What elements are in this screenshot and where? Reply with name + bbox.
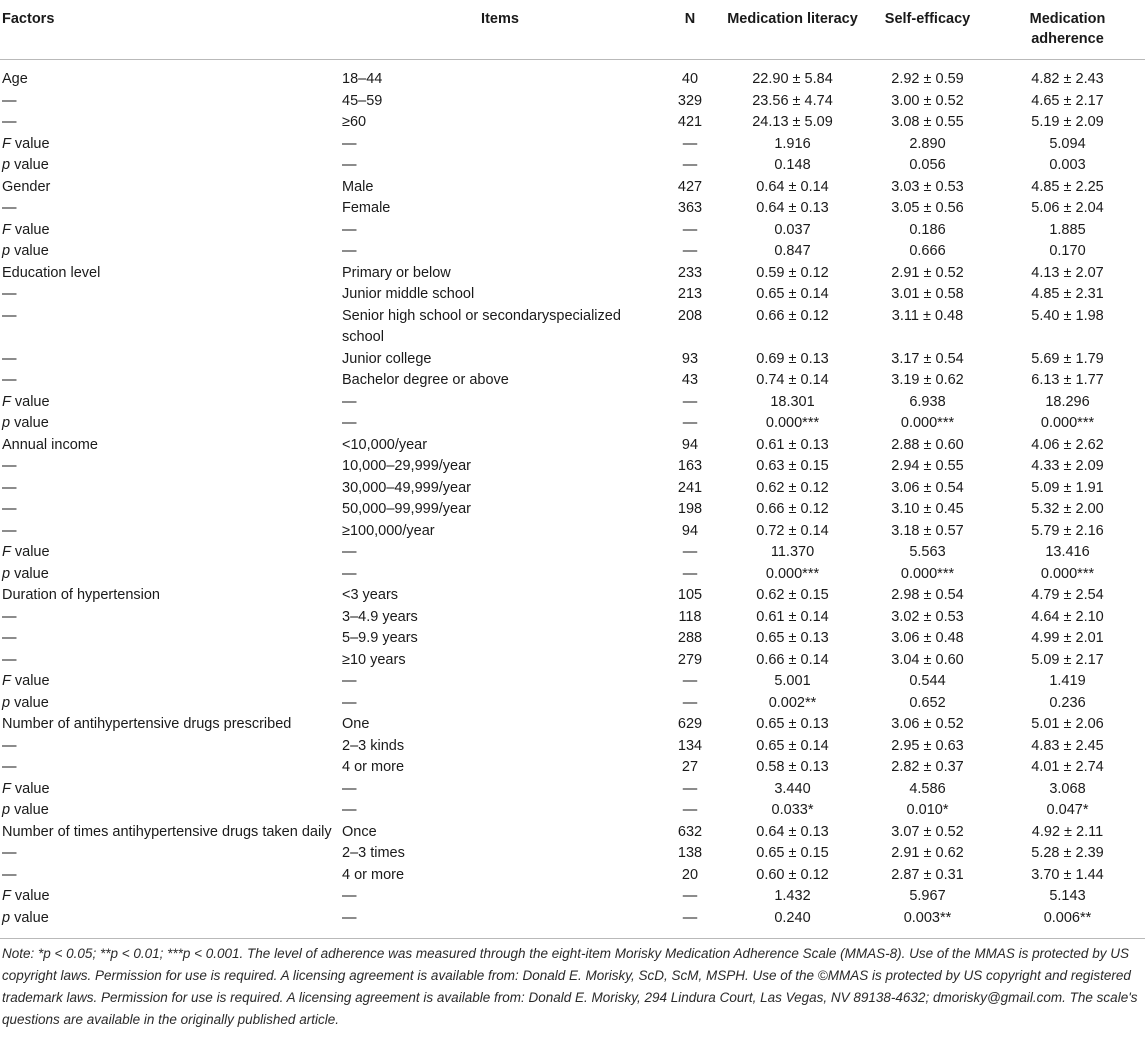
cell-medication-adherence: 4.01 ± 2.74 — [1031, 759, 1104, 775]
cell-medication-adherence: 0.006** — [1043, 909, 1092, 926]
cell-medication-literacy: 0.66 ± 0.12 — [756, 307, 829, 324]
table-row — [0, 757, 1145, 779]
table-row — [0, 865, 1145, 887]
cell-n: 208 — [677, 307, 703, 324]
cell-item: 2–3 times — [342, 845, 405, 861]
cell-item: 50,000–99,999/year — [342, 501, 471, 517]
cell-n: 93 — [681, 350, 699, 367]
cell-medication-adherence: 0.000*** — [1040, 565, 1095, 582]
cell-item: ≥60 — [342, 114, 367, 130]
cell-self-efficacy: 2.88 ± 0.60 — [891, 436, 964, 453]
cell-medication-literacy: 0.000*** — [765, 565, 820, 582]
cell-medication-adherence: 4.64 ± 2.10 — [1031, 608, 1104, 625]
table-row — [0, 91, 1145, 113]
cell-medication-literacy: 0.60 ± 0.12 — [756, 866, 829, 883]
cell-factor: — — [2, 522, 17, 539]
cell-item: 45–59 — [342, 92, 383, 109]
header-n: N — [660, 0, 720, 60]
cell-self-efficacy: 2.91 ± 0.52 — [891, 264, 964, 281]
cell-medication-adherence: 0.003 — [1049, 157, 1086, 173]
cell-medication-literacy: 0.59 ± 0.12 — [756, 264, 829, 281]
cell-medication-literacy: 0.148 — [774, 157, 811, 173]
table-row — [0, 112, 1145, 134]
cell-medication-literacy: 1.916 — [774, 135, 811, 152]
cell-n: — — [682, 888, 698, 904]
cell-medication-literacy: 0.62 ± 0.12 — [756, 479, 829, 496]
cell-self-efficacy: 2.91 ± 0.62 — [891, 845, 964, 861]
cell-medication-literacy: 0.58 ± 0.13 — [756, 759, 829, 775]
cell-self-efficacy: 0.544 — [909, 673, 946, 689]
cell-self-efficacy: 0.056 — [909, 157, 946, 173]
cell-factor: Duration of hypertension — [2, 587, 160, 603]
cell-factor: — — [2, 630, 17, 646]
cell-medication-literacy: 0.74 ± 0.14 — [756, 372, 829, 388]
table-row — [0, 886, 1145, 908]
table-row — [0, 628, 1145, 650]
cell-medication-adherence: 5.09 ± 1.91 — [1031, 479, 1104, 496]
cell-medication-adherence: 5.143 — [1049, 888, 1086, 904]
cell-n: 233 — [677, 264, 703, 281]
cell-medication-literacy: 0.240 — [774, 909, 811, 926]
cell-medication-literacy: 0.61 ± 0.13 — [756, 436, 829, 453]
table-row — [0, 650, 1145, 672]
table-row — [0, 370, 1145, 392]
cell-factor: p value — [2, 243, 49, 259]
cell-n: — — [682, 780, 698, 797]
cell-self-efficacy: 2.94 ± 0.55 — [891, 458, 964, 474]
cell-factor: F value — [2, 544, 50, 560]
table-row — [0, 908, 1145, 939]
cell-n: 329 — [677, 92, 703, 109]
table-row — [0, 456, 1145, 478]
cell-n: 105 — [677, 587, 703, 603]
table-row — [0, 607, 1145, 629]
table-body — [0, 60, 1145, 939]
cell-n: — — [682, 393, 698, 410]
table-row — [0, 349, 1145, 371]
header-items: Items — [340, 0, 660, 60]
cell-medication-adherence: 4.06 ± 2.62 — [1031, 436, 1104, 453]
cell-medication-adherence: 0.000*** — [1040, 415, 1095, 431]
cell-self-efficacy: 2.82 ± 0.37 — [891, 759, 964, 775]
cell-n: — — [682, 243, 698, 259]
cell-item: — — [342, 221, 357, 238]
cell-medication-adherence: 4.33 ± 2.09 — [1031, 458, 1104, 474]
cell-item: Female — [342, 200, 391, 216]
cell-self-efficacy: 3.02 ± 0.53 — [891, 608, 964, 625]
cell-n: 427 — [677, 178, 703, 195]
cell-medication-literacy: 24.13 ± 5.09 — [752, 114, 833, 130]
cell-item: — — [342, 888, 357, 904]
cell-item: ≥10 years — [342, 651, 406, 668]
cell-n: 363 — [677, 200, 703, 216]
cell-medication-adherence: 4.13 ± 2.07 — [1031, 264, 1104, 281]
cell-medication-adherence: 4.85 ± 2.31 — [1031, 286, 1104, 302]
table-note: Note: *p < 0.05; **p < 0.01; ***p < 0.001. The level of adherence was measured through the eight-item Morisky Medication Adherence Scale (MMAS-8). Use of the MMAS is protected by US copyright laws. Permission for use is required. A licensing agreement is available from: Donald E. Morisky, ScD, ScM, MSPH. Use of the ©MMAS is protected by US copyright and registered trademark laws. Permission for use is required. A licensing agreement is available from: Donald E. Morisky, 294 Lindura Court, Las Vegas, NV 89138-4632; dmorisky@gmail.com. The scale's questions are available in the originally published article. — [2, 946, 1138, 1027]
table-row — [0, 263, 1145, 285]
table-row — [0, 306, 1145, 349]
cell-medication-literacy: 0.033* — [771, 802, 814, 818]
table-row — [0, 284, 1145, 306]
cell-item: 2–3 kinds — [342, 737, 405, 754]
cell-item: Bachelor degree or above — [342, 372, 509, 388]
table-row — [0, 693, 1145, 715]
cell-item: ≥100,000/year — [342, 522, 435, 539]
cell-factor: — — [2, 608, 17, 625]
cell-item: — — [342, 565, 357, 582]
cell-medication-adherence: 0.236 — [1049, 694, 1086, 711]
cell-self-efficacy: 2.87 ± 0.31 — [891, 866, 964, 883]
cell-self-efficacy: 4.586 — [909, 780, 946, 797]
cell-n: 94 — [681, 436, 699, 453]
cell-item: 4 or more — [342, 866, 405, 883]
cell-factor: — — [2, 92, 17, 109]
cell-medication-literacy: 0.002** — [768, 694, 817, 711]
table-row — [0, 177, 1145, 199]
cell-medication-adherence: 5.01 ± 2.06 — [1031, 716, 1104, 732]
cell-medication-adherence: 5.79 ± 2.16 — [1031, 522, 1104, 539]
cell-factor: Annual income — [2, 436, 98, 453]
cell-self-efficacy: 3.00 ± 0.52 — [891, 92, 964, 109]
cell-self-efficacy: 0.666 — [909, 243, 946, 259]
cell-self-efficacy: 0.186 — [909, 221, 946, 238]
cell-n: 421 — [677, 114, 703, 130]
cell-factor: F value — [2, 673, 50, 689]
cell-medication-adherence: 4.83 ± 2.45 — [1031, 737, 1104, 754]
cell-self-efficacy: 3.19 ± 0.62 — [891, 372, 964, 388]
cell-factor: — — [2, 114, 17, 130]
cell-item: — — [342, 544, 357, 560]
cell-medication-literacy: 0.64 ± 0.13 — [756, 823, 829, 840]
cell-factor: Number of times antihypertensive drugs taken daily — [2, 823, 332, 840]
cell-medication-adherence: 18.296 — [1045, 393, 1090, 410]
cell-item: Primary or below — [342, 264, 451, 281]
cell-medication-literacy: 22.90 ± 5.84 — [752, 71, 833, 87]
cell-self-efficacy: 0.003** — [903, 909, 952, 926]
cell-n: 27 — [681, 759, 699, 775]
cell-n: 20 — [681, 866, 699, 883]
cell-item: — — [342, 673, 357, 689]
cell-item: — — [342, 802, 357, 818]
cell-factor: Gender — [2, 178, 51, 195]
cell-medication-adherence: 0.047* — [1046, 802, 1089, 818]
cell-self-efficacy: 3.06 ± 0.54 — [891, 479, 964, 496]
cell-item: — — [342, 243, 357, 259]
cell-item: — — [342, 393, 357, 410]
table-row — [0, 779, 1145, 801]
cell-factor: — — [2, 845, 17, 861]
cell-n: — — [682, 694, 698, 711]
cell-medication-adherence: 4.65 ± 2.17 — [1031, 92, 1104, 109]
cell-medication-adherence: 4.85 ± 2.25 — [1031, 178, 1104, 195]
cell-medication-adherence: 5.19 ± 2.09 — [1031, 114, 1104, 130]
cell-factor: F value — [2, 221, 50, 238]
table-row — [0, 392, 1145, 414]
cell-medication-literacy: 1.432 — [774, 888, 811, 904]
cell-medication-adherence: 5.28 ± 2.39 — [1031, 845, 1104, 861]
cell-n: 163 — [677, 458, 703, 474]
cell-n: — — [682, 135, 698, 152]
cell-self-efficacy: 3.11 ± 0.48 — [891, 307, 964, 324]
cell-factor: — — [2, 737, 17, 754]
cell-medication-literacy: 18.301 — [770, 393, 815, 410]
cell-item: One — [342, 716, 370, 732]
table-row — [0, 499, 1145, 521]
cell-item: — — [342, 157, 357, 173]
table-row — [0, 564, 1145, 586]
cell-self-efficacy: 3.06 ± 0.48 — [891, 630, 964, 646]
cell-factor: — — [2, 458, 17, 474]
table-row — [0, 671, 1145, 693]
cell-factor: F value — [2, 135, 50, 152]
cell-medication-literacy: 0.66 ± 0.12 — [756, 501, 829, 517]
table-header — [0, 0, 1145, 60]
cell-factor: — — [2, 866, 17, 883]
cell-n: 198 — [677, 501, 703, 517]
cell-medication-adherence: 6.13 ± 1.77 — [1031, 372, 1104, 388]
cell-n: — — [682, 544, 698, 560]
cell-self-efficacy: 3.10 ± 0.45 — [891, 501, 964, 517]
cell-n: — — [682, 565, 698, 582]
cell-item: 5–9.9 years — [342, 630, 418, 646]
cell-n: 241 — [677, 479, 703, 496]
cell-medication-adherence: 4.99 ± 2.01 — [1031, 630, 1104, 646]
cell-medication-literacy: 0.65 ± 0.14 — [756, 737, 829, 754]
cell-factor: F value — [2, 393, 50, 410]
cell-factor: — — [2, 759, 17, 775]
cell-self-efficacy: 3.17 ± 0.54 — [891, 350, 964, 367]
table-row — [0, 714, 1145, 736]
cell-n: 279 — [677, 651, 703, 668]
table-row — [0, 241, 1145, 263]
cell-self-efficacy: 6.938 — [909, 393, 946, 410]
cell-self-efficacy: 2.98 ± 0.54 — [891, 587, 964, 603]
cell-medication-adherence: 5.69 ± 1.79 — [1031, 350, 1104, 367]
cell-self-efficacy: 2.95 ± 0.63 — [891, 737, 964, 754]
cell-self-efficacy: 3.03 ± 0.53 — [891, 178, 964, 195]
cell-factor: — — [2, 501, 17, 517]
cell-factor: — — [2, 372, 17, 388]
header-factors: Factors — [0, 0, 340, 60]
cell-medication-literacy: 0.72 ± 0.14 — [756, 522, 829, 539]
table-row — [0, 843, 1145, 865]
cell-self-efficacy: 5.967 — [909, 888, 946, 904]
cell-factor: Education level — [2, 264, 101, 281]
cell-n: — — [682, 673, 698, 689]
cell-medication-literacy: 11.370 — [770, 544, 815, 560]
cell-self-efficacy: 3.01 ± 0.58 — [891, 286, 964, 302]
cell-medication-adherence: 3.068 — [1049, 780, 1086, 797]
cell-n: 213 — [677, 286, 703, 302]
cell-n: 632 — [677, 823, 703, 840]
cell-medication-literacy: 0.61 ± 0.14 — [756, 608, 829, 625]
cell-medication-adherence: 5.40 ± 1.98 — [1031, 307, 1104, 324]
cell-factor: — — [2, 307, 17, 324]
cell-medication-literacy: 0.000*** — [765, 415, 820, 431]
cell-item: 10,000–29,999/year — [342, 458, 471, 474]
cell-n: 43 — [681, 372, 699, 388]
cell-self-efficacy: 3.18 ± 0.57 — [891, 522, 964, 539]
header-medication-adherence: Medication adherence — [990, 0, 1145, 60]
header-self-efficacy: Self-efficacy — [865, 0, 990, 60]
cell-n: 629 — [677, 716, 703, 732]
cell-n: 138 — [677, 845, 703, 861]
cell-factor: p value — [2, 694, 49, 711]
cell-factor: — — [2, 286, 17, 302]
cell-item: <10,000/year — [342, 436, 428, 453]
cell-item: 18–44 — [342, 71, 383, 87]
cell-n: — — [682, 157, 698, 173]
cell-self-efficacy: 2.890 — [909, 135, 946, 152]
cell-medication-adherence: 5.09 ± 2.17 — [1031, 651, 1104, 668]
cell-item: <3 years — [342, 587, 399, 603]
table-row — [0, 542, 1145, 564]
cell-n: — — [682, 802, 698, 818]
cell-medication-adherence: 1.885 — [1049, 221, 1086, 238]
cell-medication-literacy: 5.001 — [774, 673, 811, 689]
cell-medication-literacy: 23.56 ± 4.74 — [752, 92, 833, 109]
table-row — [0, 413, 1145, 435]
cell-medication-literacy: 0.64 ± 0.13 — [756, 200, 829, 216]
cell-self-efficacy: 5.563 — [909, 544, 946, 560]
cell-factor: p value — [2, 565, 49, 582]
cell-medication-literacy: 0.69 ± 0.13 — [756, 350, 829, 367]
cell-item: Male — [342, 178, 374, 195]
cell-medication-literacy: 3.440 — [774, 780, 811, 797]
table-row — [0, 220, 1145, 242]
table-row — [0, 435, 1145, 457]
cell-item: — — [342, 415, 357, 431]
cell-n: 118 — [678, 608, 702, 625]
cell-self-efficacy: 3.06 ± 0.52 — [891, 716, 964, 732]
cell-medication-literacy: 0.037 — [774, 221, 811, 238]
cell-n: 134 — [677, 737, 703, 754]
cell-n: — — [682, 415, 698, 431]
cell-n: — — [682, 909, 698, 926]
table-row — [0, 822, 1145, 844]
cell-self-efficacy: 0.010* — [906, 802, 949, 818]
header-row — [0, 0, 1145, 60]
table-row — [0, 585, 1145, 607]
cell-factor: F value — [2, 888, 50, 904]
cell-factor: p value — [2, 909, 49, 926]
cell-factor: F value — [2, 780, 50, 797]
cell-factor: — — [2, 200, 17, 216]
cell-item: 3–4.9 years — [342, 608, 418, 625]
cell-self-efficacy: 0.652 — [909, 694, 946, 711]
cell-self-efficacy: 2.92 ± 0.59 — [891, 71, 964, 87]
cell-medication-literacy: 0.66 ± 0.14 — [756, 651, 829, 668]
cell-medication-adherence: 5.094 — [1049, 135, 1086, 152]
cell-self-efficacy: 0.000*** — [900, 565, 955, 582]
cell-medication-literacy: 0.65 ± 0.13 — [756, 716, 829, 732]
cell-medication-adherence: 5.32 ± 2.00 — [1031, 501, 1104, 517]
cell-item: — — [342, 909, 357, 926]
cell-item: Once — [342, 823, 377, 840]
cell-medication-adherence: 13.416 — [1045, 544, 1090, 560]
cell-factor: — — [2, 651, 17, 668]
cell-n: 288 — [677, 630, 703, 646]
cell-item: 30,000–49,999/year — [342, 479, 471, 496]
cell-item: 4 or more — [342, 759, 405, 775]
cell-medication-literacy: 0.65 ± 0.15 — [756, 845, 829, 861]
cell-factor: p value — [2, 157, 49, 173]
cell-self-efficacy: 0.000*** — [900, 415, 955, 431]
cell-item: Junior middle school — [342, 286, 475, 302]
cell-medication-adherence: 4.82 ± 2.43 — [1031, 71, 1104, 87]
cell-factor: p value — [2, 415, 49, 431]
cell-medication-literacy: 0.62 ± 0.15 — [756, 587, 829, 603]
cell-factor: — — [2, 479, 17, 496]
cell-factor: Number of antihypertensive drugs prescribed — [2, 716, 292, 732]
cell-factor: — — [2, 350, 17, 367]
cell-item: — — [342, 135, 357, 152]
cell-n: 94 — [681, 522, 699, 539]
cell-n: — — [682, 221, 698, 238]
cell-medication-literacy: 0.847 — [774, 243, 811, 259]
cell-medication-literacy: 0.65 ± 0.13 — [756, 630, 829, 646]
cell-self-efficacy: 3.04 ± 0.60 — [891, 651, 964, 668]
table-row — [0, 478, 1145, 500]
table-row — [0, 736, 1145, 758]
cell-n: 40 — [681, 71, 699, 87]
cell-medication-adherence: 3.70 ± 1.44 — [1031, 866, 1104, 883]
cell-medication-literacy: 0.63 ± 0.15 — [756, 458, 829, 474]
cell-item: — — [342, 780, 357, 797]
table-row — [0, 134, 1145, 156]
cell-self-efficacy: 3.05 ± 0.56 — [891, 200, 964, 216]
cell-item: Junior college — [342, 350, 432, 367]
cell-medication-adherence: 5.06 ± 2.04 — [1031, 200, 1104, 216]
table-row — [0, 155, 1145, 177]
cell-medication-literacy: 0.65 ± 0.14 — [756, 286, 829, 302]
table-row — [0, 521, 1145, 543]
cell-medication-literacy: 0.64 ± 0.14 — [756, 178, 829, 195]
cell-item: — — [342, 694, 357, 711]
cell-item: Senior high school or secondaryspecialized school — [342, 307, 621, 345]
cell-factor: p value — [2, 802, 49, 818]
cell-medication-adherence: 1.419 — [1049, 673, 1086, 689]
cell-factor: Age — [2, 71, 28, 87]
cell-medication-adherence: 0.170 — [1049, 243, 1086, 259]
header-medication-literacy: Medication literacy — [720, 0, 865, 60]
table-row — [0, 800, 1145, 822]
cell-self-efficacy: 3.07 ± 0.52 — [891, 823, 964, 840]
cell-medication-adherence: 4.92 ± 2.11 — [1031, 823, 1104, 840]
table-row — [0, 198, 1145, 220]
table-row — [0, 60, 1145, 91]
cell-medication-adherence: 4.79 ± 2.54 — [1031, 587, 1104, 603]
cell-self-efficacy: 3.08 ± 0.55 — [891, 114, 964, 130]
